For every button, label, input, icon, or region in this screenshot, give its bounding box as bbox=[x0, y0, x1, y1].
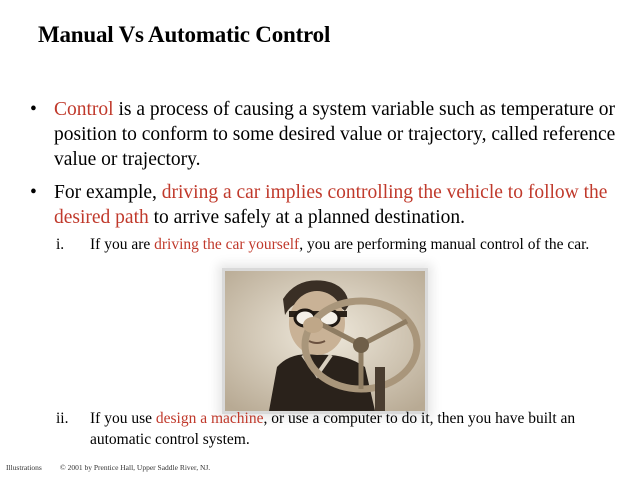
bullet-example bbox=[30, 180, 620, 230]
subitem-text-intro: If you use bbox=[90, 410, 156, 427]
subitem-automatic-control bbox=[56, 408, 621, 450]
slide-title: Manual Vs Automatic Control bbox=[38, 22, 331, 47]
footer-illustrations-label: Illustrations bbox=[6, 463, 42, 472]
driver-photo bbox=[222, 268, 428, 414]
subitem-text-end: , or use a computer to do it, then you have built an automatic control system. bbox=[90, 410, 576, 448]
bullet-text-body: is a process of causing a system variable such as temperature or position to conform to some desired value or trajectory, called reference value or trajectory. bbox=[54, 99, 616, 170]
driver-with-steering-wheel-image bbox=[225, 271, 425, 411]
subitem-text-end: , you are performing manual control of the car. bbox=[299, 236, 590, 253]
bullet-marker: • bbox=[30, 99, 37, 120]
bullet-marker: • bbox=[30, 182, 37, 203]
subitem-text bbox=[90, 234, 621, 255]
subitem-manual-control bbox=[56, 234, 621, 255]
subitem-text-highlight: design a machine bbox=[155, 410, 264, 427]
bullet-control-definition bbox=[30, 97, 620, 172]
bullet-text-term: Control bbox=[54, 99, 114, 120]
bullet-text-end: to arrive safely at a planned destination. bbox=[148, 207, 465, 228]
subitem-marker: i. bbox=[56, 236, 65, 253]
subitem-text-intro: If you are bbox=[90, 236, 155, 253]
footer-copyright: © 2001 by Prentice Hall, Upper Saddle River, NJ. bbox=[60, 463, 211, 472]
bullet-text bbox=[54, 180, 620, 230]
subitem-text-highlight: driving the car yourself bbox=[154, 236, 300, 253]
bullet-text-highlight: driving a car implies controlling the vehicle to follow the desired path bbox=[54, 182, 608, 228]
subitem-marker: ii. bbox=[56, 410, 69, 427]
bullet-text bbox=[54, 97, 620, 172]
bullet-text-intro: For example, bbox=[54, 182, 162, 203]
subitem-text bbox=[90, 408, 621, 450]
